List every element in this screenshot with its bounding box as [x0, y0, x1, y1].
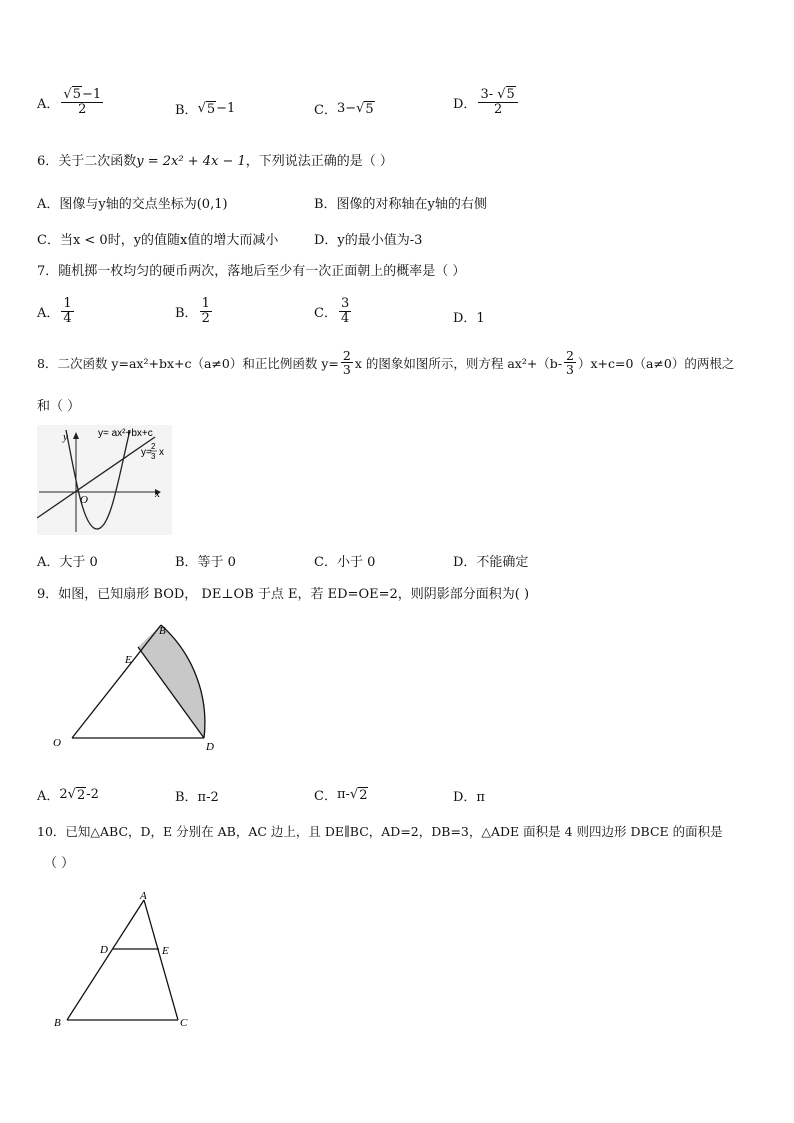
- fraction: [61, 297, 73, 325]
- q7-option-c[interactable]: [314, 297, 353, 325]
- q5-option-b[interactable]: B． √ 5 −1: [175, 101, 236, 118]
- fraction: [200, 297, 212, 325]
- point-b-label: B: [159, 625, 166, 637]
- point-e-label: E: [125, 654, 132, 666]
- point-a-label: A: [140, 890, 147, 902]
- q6-option-a[interactable]: A．图像与y轴的交点坐标为(0,1): [37, 197, 228, 212]
- y-axis-label: y: [63, 431, 68, 443]
- q10-stem: 10．已知△ABC，D，E 分别在 AB，AC 边上，且 DE∥BC，AD=2，DB=3，△ADE 面积是 4 则四边形 DBCE 的面积是: [37, 824, 723, 839]
- option-rest: −1: [216, 101, 236, 116]
- q8-option-d[interactable]: D．不能确定: [453, 555, 529, 570]
- q9-option-c[interactable]: C． π- √ 2: [314, 787, 368, 804]
- x-axis-label: x: [155, 488, 160, 500]
- option-pre: 3−: [336, 101, 357, 116]
- point-d-label: D: [206, 741, 214, 753]
- q6-option-d[interactable]: D．y的最小值为-3: [314, 233, 423, 248]
- q6-option-c[interactable]: C．当x < 0时，y的值随x值的增大而减小: [37, 233, 279, 248]
- q9-option-b[interactable]: B．π-2: [175, 790, 219, 805]
- q8-stem: [37, 349, 734, 376]
- point-b-label: B: [54, 1017, 61, 1029]
- option-label: C．: [314, 103, 337, 118]
- stem-formula: y = 2x² + 4x − 1: [136, 154, 246, 169]
- radicand: 5: [72, 87, 81, 102]
- stem-text: ）x+c=0（a≠0）的两根之: [578, 355, 735, 371]
- q10-triangle-figure: [50, 888, 200, 1033]
- option-post: -2: [86, 787, 99, 802]
- side-ab: [67, 900, 144, 1020]
- fraction: [564, 349, 576, 376]
- line-label-den: 3: [151, 452, 156, 461]
- denominator: 4: [340, 310, 350, 326]
- q9-sector-figure: [45, 620, 225, 755]
- q8-option-a[interactable]: A．大于 0: [37, 555, 98, 570]
- option-label: A．: [37, 96, 60, 112]
- radicand: 5: [365, 101, 374, 117]
- numerator: 2: [566, 348, 574, 363]
- q7-option-a[interactable]: [37, 297, 76, 325]
- radicand: 2: [76, 787, 86, 803]
- option-label: B．: [175, 305, 198, 321]
- q8-stem-line2: 和（ ）: [37, 399, 81, 414]
- side-ac: [144, 900, 178, 1020]
- point-c-label: C: [180, 1017, 188, 1029]
- line-label-num: 2: [151, 442, 156, 451]
- q9-stem: 9．如图，已知扇形 BOD， DE⊥OB 于点 E，若 ED=OE=2，则阴影部分面积为( ): [37, 587, 530, 602]
- point-e-label: E: [162, 945, 169, 957]
- denominator: 4: [63, 310, 72, 326]
- q5-option-d[interactable]: [453, 88, 520, 116]
- q6-option-b[interactable]: B．图像的对称轴在y轴的右侧: [314, 197, 487, 212]
- radicand: 5: [506, 87, 515, 102]
- q10-stem-line2: （ ）: [44, 856, 75, 871]
- q6-stem: [37, 150, 393, 169]
- fraction: [339, 297, 351, 325]
- q5-option-a[interactable]: [37, 88, 105, 116]
- q7-stem: 7．随机掷一枚均匀的硬币两次，落地后至少有一次正面朝上的概率是（ ）: [37, 264, 466, 279]
- denominator: 3: [342, 362, 351, 378]
- q9-option-d[interactable]: D．π: [453, 790, 485, 805]
- point-o-label: O: [53, 737, 61, 749]
- q8-graph-figure: [37, 425, 172, 535]
- option-pre: π-: [336, 787, 350, 802]
- q8-option-b[interactable]: B．等于 0: [175, 555, 236, 570]
- denominator: 3: [566, 362, 574, 378]
- option-label: A．: [37, 305, 60, 321]
- option-label: A．: [37, 789, 60, 804]
- numerator: 3: [340, 296, 350, 311]
- option-label: C．: [314, 305, 337, 321]
- q8-option-c[interactable]: C．小于 0: [314, 555, 376, 570]
- numerator-pre: 3-: [480, 87, 494, 102]
- parabola-label: y= ax²+bx+c: [98, 428, 153, 439]
- radicand: 2: [359, 787, 368, 803]
- denominator: 2: [493, 101, 503, 117]
- line-label-suffix: x: [159, 447, 164, 458]
- option-label: D．: [453, 96, 477, 112]
- fraction: $\frac{√5-1}{2}$: [63, 87, 102, 117]
- fraction: [341, 349, 353, 376]
- option-pre: 2: [59, 787, 68, 802]
- radicand: 5: [206, 101, 216, 117]
- option-label: C．: [314, 789, 337, 804]
- denominator: 2: [201, 310, 210, 326]
- numerator: 1: [201, 296, 210, 311]
- stem-text: ，下列说法正确的是（ ）: [245, 154, 393, 169]
- stem-text: 8．二次函数 y=ax²+bx+c（a≠0）和正比例函数 y=: [37, 355, 339, 371]
- stem-text: x 的图象如图所示，则方程 ax²+（b-: [354, 355, 563, 371]
- option-label: B．: [175, 103, 198, 118]
- fraction: $\frac{3- √5}{2}$: [478, 88, 517, 116]
- origin-label: O: [80, 494, 88, 506]
- denominator: 2: [78, 101, 87, 117]
- numerator-rest: −1: [81, 87, 102, 102]
- q9-option-a[interactable]: A． 2 √ 2 -2: [37, 787, 99, 804]
- point-d-label: D: [100, 944, 108, 956]
- line-label-prefix: y=: [141, 447, 152, 458]
- q7-option-b[interactable]: [175, 297, 214, 325]
- numerator: 1: [63, 296, 72, 311]
- stem-text: 6．关于二次函数: [37, 154, 137, 169]
- numerator: 2: [342, 348, 351, 363]
- q7-option-d[interactable]: D．1: [453, 311, 485, 326]
- segment-ob: [72, 625, 161, 738]
- q5-option-c[interactable]: C． 3− √ 5: [314, 101, 374, 118]
